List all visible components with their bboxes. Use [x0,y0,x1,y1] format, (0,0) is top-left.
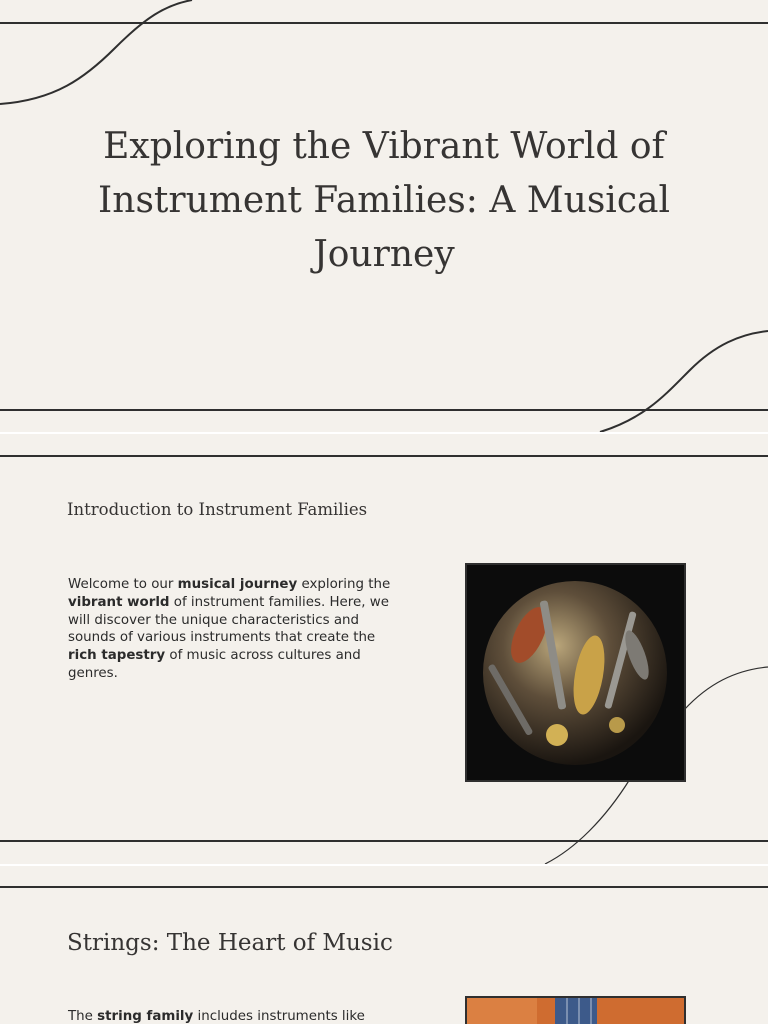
text-run-bold: vibrant world [68,594,170,610]
strings-slide [0,866,768,1024]
text-run-bold: rich tapestry [68,648,166,664]
text-run: Welcome to our [68,577,178,592]
bottom-rule [0,840,768,842]
title-slide [0,0,768,432]
intro-slide [0,434,768,864]
section-heading: Strings: The Heart of Music [67,930,393,956]
violin-image [465,996,686,1024]
page-title: Exploring the Vibrant World of Instrument Families: A Musical Journey [98,126,670,275]
violin-illustration [467,998,684,1024]
text-run: exploring the [297,577,391,592]
top-rule [0,886,768,888]
text-run-bold: musical journey [177,577,298,592]
instrument-sphere-illustration [467,565,684,780]
text-run-bold: string family [97,1009,194,1024]
text-run: of instrument families. Here, we will discover the unique characteristics and sounds of various instruments that create the [68,594,389,646]
text-run: of music across cultures and genres. [68,648,361,681]
strings-paragraph [68,1008,398,1024]
bottom-rule [0,409,768,411]
section-heading: Introduction to Instrument Families [67,500,368,519]
text-run: includes instruments like [193,1009,365,1024]
text-run: The [68,1009,98,1024]
instrument-sphere-image [465,563,686,782]
